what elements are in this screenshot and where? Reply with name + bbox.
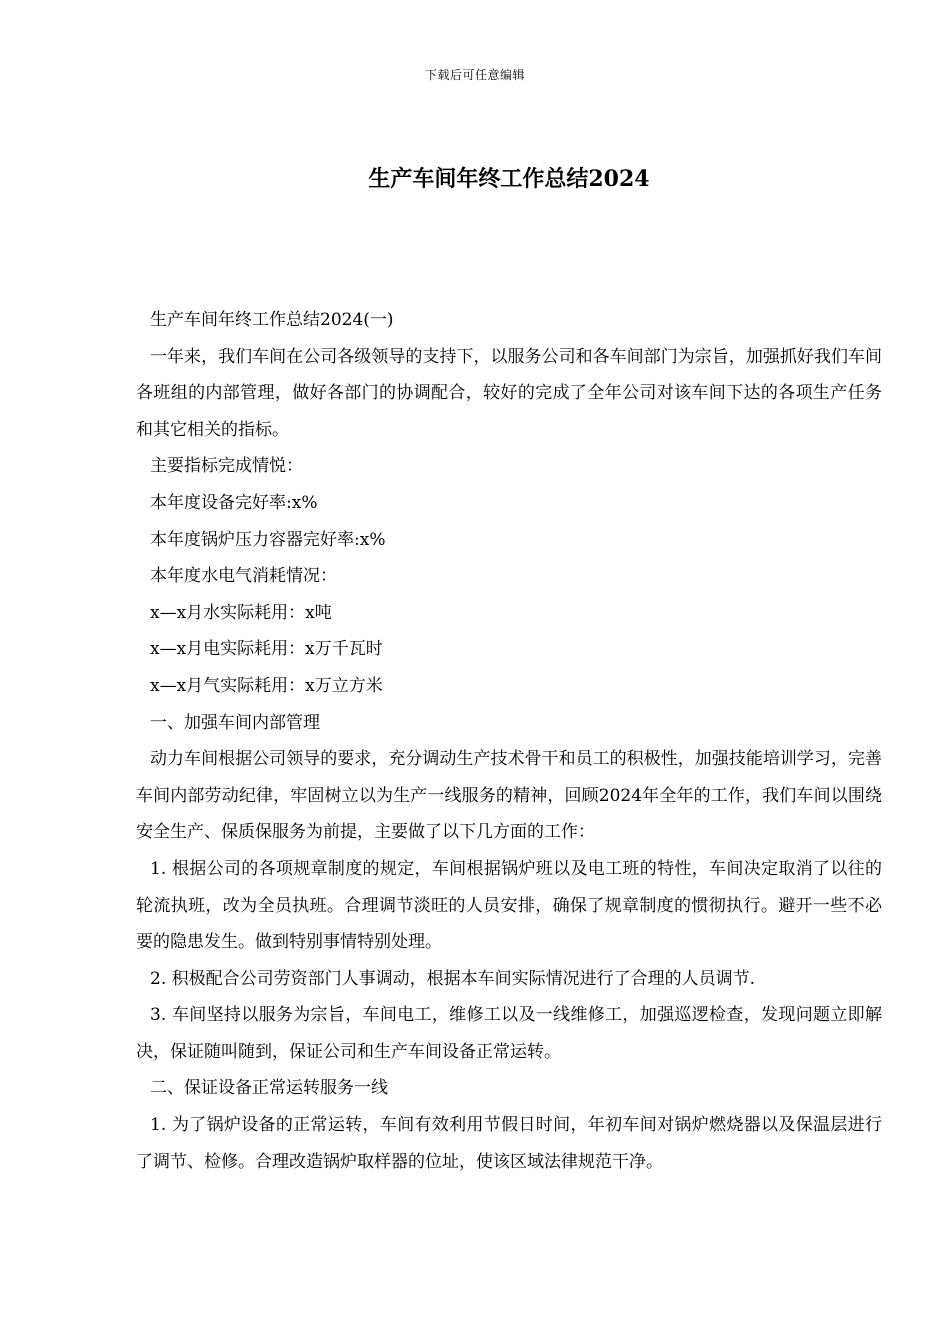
numbered-item: 3. 车间坚持以服务为宗旨，车间电工，维修工以及一线维修工，加强巡逻检查，发现问题立即解决，保证随叫随到，保证公司和生产车间设备正常运转。 bbox=[136, 1005, 882, 1062]
body-paragraph: 动力车间根据公司领导的要求，充分调动生产技术骨干和员工的积极性，加强技能培训学习，完善车间内部劳动纪律，牢固树立以为生产一线服务的精神，回顾2024年全年的工作，我们车间以围绕安全生产、保质保服务为前提，主要做了以下几方面的工作： bbox=[136, 749, 882, 843]
section-heading: 二、保证设备正常运转服务一线 bbox=[150, 1078, 388, 1099]
document-title: 生产车间年终工作总结2024 bbox=[368, 166, 650, 192]
consumption-line: x—x月气实际耗用：x万立方米 bbox=[150, 675, 383, 696]
body-paragraph: 本年度水电气消耗情况： bbox=[150, 566, 337, 587]
indicator-line: 本年度锅炉压力容器完好率:x% bbox=[150, 529, 386, 550]
consumption-line: x—x月水实际耗用：x吨 bbox=[150, 602, 332, 623]
numbered-item: 1. 根据公司的各项规章制度的规定，车间根据锅炉班以及电工班的特性，车间决定取消了以往的轮流执班，改为全员执班。合理调节淡旺的人员安排，确保了规章制度的惯彻执行。避开一些不必要的隐患发生。做到特别事情特别处理。 bbox=[136, 858, 882, 953]
section-heading: 一、加强车间内部管理 bbox=[150, 712, 320, 733]
consumption-line: x—x月电实际耗用：x万千瓦时 bbox=[150, 639, 383, 660]
section-heading: 生产车间年终工作总结2024(一) bbox=[150, 310, 394, 330]
body-paragraph: 一年来，我们车间在公司各级领导的支持下，以服务公司和各车间部门为宗旨，加强抓好我们车间各班组的内部管理，做好各部门的协调配合，较好的完成了全年公司对该车间下达的各项生产任务和其它相关的指标。 bbox=[136, 346, 882, 440]
numbered-item: 2. 积极配合公司劳资部门人事调动，根据本车间实际情况进行了合理的人员调节. bbox=[150, 968, 756, 989]
header-note: 下载后可任意编辑 bbox=[424, 68, 525, 82]
document-body bbox=[136, 302, 882, 1180]
body-paragraph: 主要指标完成情悦： bbox=[150, 456, 303, 477]
indicator-line: 本年度设备完好率:x% bbox=[150, 492, 318, 513]
numbered-item: 1. 为了锅炉设备的正常运转，车间有效利用节假日时间，年初车间对锅炉燃烧器以及保温层进行了调节、检修。合理改造锅炉取样器的位址，使该区域法律规范干净。 bbox=[136, 1115, 882, 1172]
